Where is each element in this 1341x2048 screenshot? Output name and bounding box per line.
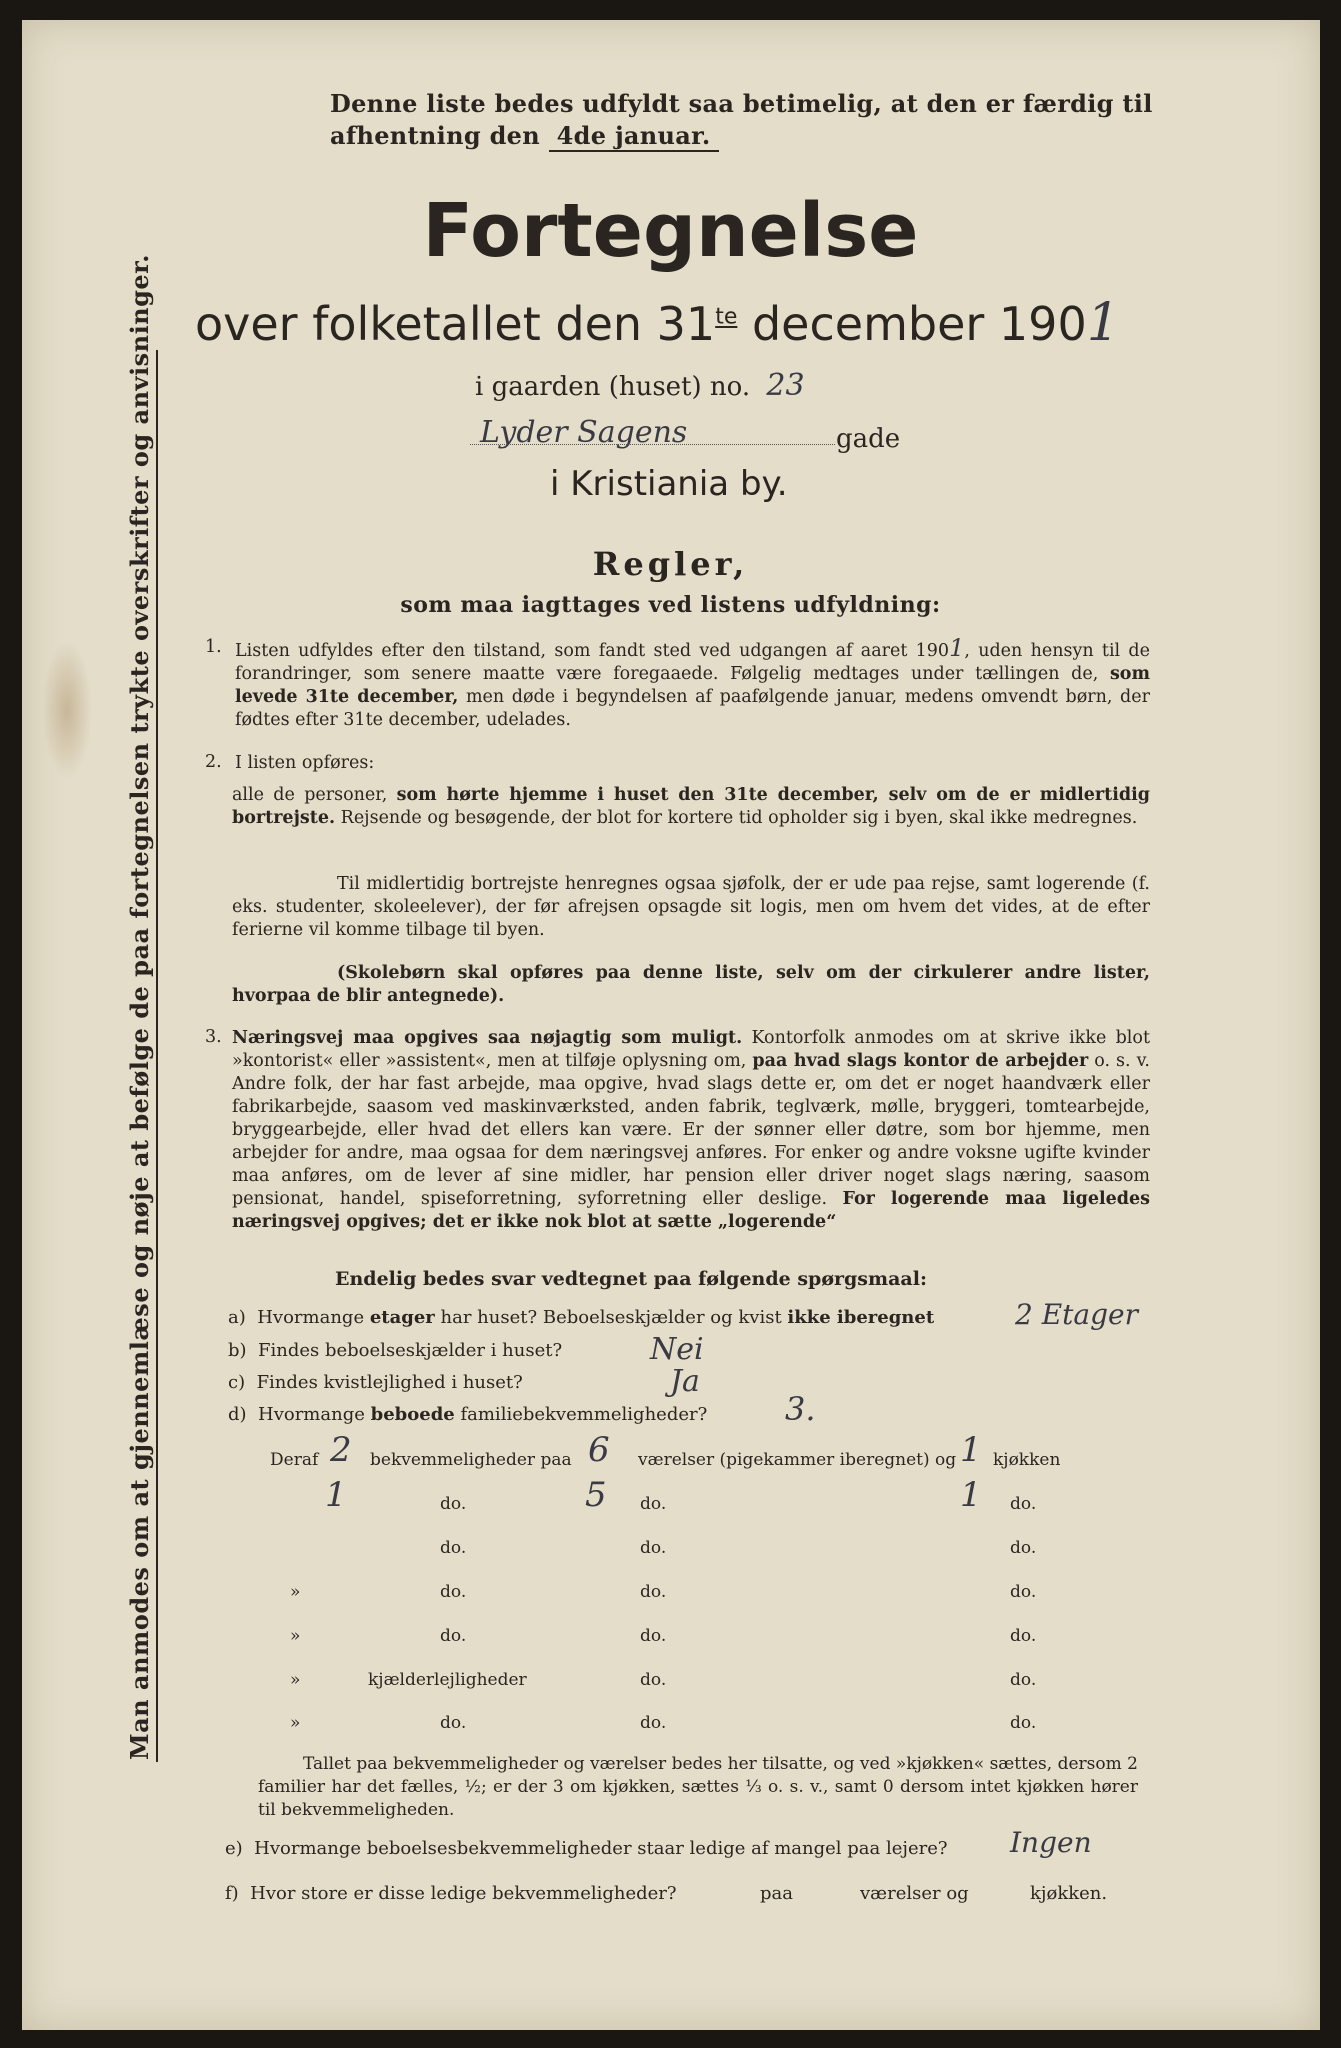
- rules-subheading: som maa iagttages ved listens udfyldning:: [400, 592, 941, 618]
- q-e-label: e): [225, 1838, 243, 1859]
- row7-do-1: do.: [440, 1713, 467, 1733]
- row2-do-2: do.: [640, 1494, 667, 1514]
- rule-1-a: Listen udfyldes efter den tilstand, som fandt sted ved udgangen af aaret 190: [235, 641, 950, 661]
- kjaelder-label: kjælderlejligheder: [368, 1670, 527, 1690]
- rule-2-text: [232, 784, 1150, 830]
- rule-2-a: alle de personer,: [232, 785, 388, 805]
- side-instruction: Man anmodes om at gjennemlæse og nøje at befølge de paa fortegnelsen trykte overskrifter og anvisninger.: [125, 254, 154, 1760]
- q-f-label: f): [225, 1883, 239, 1904]
- rule-2-lead: I listen opføres:: [235, 753, 375, 773]
- row5-do-3: do.: [1010, 1626, 1037, 1646]
- row2-rooms: 5: [585, 1475, 607, 1515]
- row6-do-3: do.: [1010, 1670, 1037, 1690]
- notice-line-1: Denne liste bedes udfyldt saa betimelig, at den er færdig til: [330, 89, 1153, 118]
- q-c-text: Findes kvistlejlighed i huset?: [256, 1372, 523, 1393]
- rule-2-number: 2.: [205, 752, 222, 772]
- rule-2-bold: som hørte hjemme i huset den 31te december, selv om de er midlertidig bortrejste.: [232, 785, 1150, 828]
- row2-do-3: do.: [1010, 1494, 1037, 1514]
- page-title: Fortegnelse: [422, 188, 919, 274]
- rule-3-number: 3.: [205, 1027, 222, 1047]
- q-a-label: a): [228, 1307, 246, 1328]
- q-a-text2: har huset? Beboelseskjælder og kvist: [440, 1307, 782, 1328]
- rule-3-bold-2: paa hvad slags kontor de arbejder: [752, 1051, 1089, 1071]
- city-label: i Kristiania by.: [550, 464, 788, 504]
- rule-1-c: men døde i begyndelsen af paafølgende januar, medens omvendt børn, der fødtes efter 31te december, udelades.: [235, 687, 1150, 730]
- row6-quote: »: [290, 1670, 301, 1690]
- q-d-label: d): [228, 1404, 247, 1425]
- q-b-text: Findes beboelseskjælder i huset?: [258, 1340, 563, 1361]
- kitchen-note: Tallet paa bekvemmeligheder og værelser bedes her tilsatte, og ved »kjøkken« sættes, dersom 2 familier har det fælles, ½; er der 3 om kjøkken, sættes ⅓ o. s. v., samt 0 dersom intet kjøkken hører til bekvemmeligheden.: [258, 1754, 1138, 1820]
- q-d-text1: Hvormange: [258, 1404, 365, 1425]
- street-handwritten: Lyder Sagens: [480, 415, 688, 450]
- pickup-notice: [330, 88, 1170, 152]
- gade-label: gade: [836, 424, 901, 454]
- notice-line-2: [330, 120, 1170, 152]
- f-vaer: værelser og: [860, 1883, 969, 1904]
- questions-intro: Endelig bedes svar vedtegnet paa følgende spørgsmaal:: [335, 1268, 927, 1290]
- subtitle-rest: december 190: [751, 297, 1087, 351]
- deraf-kitchen: 1: [960, 1430, 982, 1470]
- rules-heading: Regler,: [592, 545, 749, 583]
- q-b-label: b): [228, 1340, 247, 1361]
- question-a: [228, 1307, 934, 1328]
- rule-1-b: , uden hensyn til de forandringer, som senere maatte være foregaaede. Følgelig medtages under tællingen de,: [235, 641, 1150, 684]
- row7-do-3: do.: [1010, 1713, 1037, 1733]
- bekv-label: bekvemmeligheder paa: [370, 1450, 572, 1470]
- row3-do-1: do.: [440, 1538, 467, 1558]
- answer-c: Ja: [670, 1364, 700, 1399]
- question-f: [225, 1883, 677, 1904]
- rule-3-bold-3: For logerende maa ligeledes næringsvej opgives; det er ikke nok blot at sætte „logerende“: [232, 1189, 1150, 1232]
- page-subtitle: [195, 293, 1120, 353]
- row2-kitchen: 1: [960, 1475, 982, 1515]
- answer-d: 3.: [785, 1390, 816, 1428]
- rule-3-b: o. s. v. Andre folk, der har fast arbejde, maa opgive, hvad slags dette er, om det er noget haandværk eller fabrikarbejde, saasom ved maskinværksted, anden fabrik, teglværk, mølle, bryggeri, tomtearbejde, bryggearbejde, eller hvad det ellers kan være. Er der sønner eller døtre, som bor hjemme, men arbejder for andre, maa ogsaa for dem næringsvej anføres. For enker og andre voksne ugifte kvinder maa anføres, om de lever af sine midler, har pension eller driver noget slags næring, saasom pensionat, handel, spiseforretning, syforretning eller deslige.: [232, 1051, 1150, 1209]
- row4-quote: »: [290, 1582, 301, 1602]
- rule-1-number: 1.: [205, 637, 222, 657]
- rule-3-a: Kontorfolk anmodes om at skrive ikke blot »kontorist« eller »assistent«, men at tilføje oplysning om,: [232, 1028, 1150, 1071]
- row4-do-1: do.: [440, 1582, 467, 1602]
- street-rule: [470, 444, 835, 445]
- deraf-rooms: 6: [588, 1430, 610, 1470]
- house-number-line: [475, 368, 805, 403]
- question-e: [225, 1838, 948, 1859]
- pickup-date: 4de januar.: [549, 121, 719, 152]
- row3-do-3: do.: [1010, 1538, 1037, 1558]
- subtitle-sup: te: [715, 304, 738, 330]
- subtitle-text: over folketallet den 31: [195, 297, 716, 351]
- rule-1-text: [235, 634, 1150, 732]
- row2-count: 1: [325, 1475, 347, 1515]
- year-handwritten: 1: [1086, 293, 1120, 353]
- row3-do-2: do.: [640, 1538, 667, 1558]
- rule-2-b: Rejsende og besøgende, der blot for kortere tid opholder sig i byen, skal ikke medregnes.: [340, 808, 1138, 828]
- paper-stain: [42, 640, 92, 780]
- vaer-label: værelser (pigekammer iberegnet) og: [638, 1450, 957, 1470]
- row5-do-1: do.: [440, 1626, 467, 1646]
- answer-a: 2 Etager: [1015, 1298, 1138, 1331]
- row4-do-3: do.: [1010, 1582, 1037, 1602]
- row6-do-2: do.: [640, 1670, 667, 1690]
- answer-b: Nei: [650, 1332, 704, 1367]
- question-c: [228, 1372, 523, 1393]
- row2-do-1: do.: [440, 1494, 467, 1514]
- f-paa: paa: [760, 1883, 793, 1904]
- notice-prefix: afhentning den: [330, 121, 540, 150]
- q-d-bold: beboede: [370, 1404, 455, 1425]
- f-kjokken: kjøkken.: [1030, 1883, 1108, 1904]
- question-d: [228, 1404, 707, 1425]
- q-a-bold2: ikke iberegnet: [787, 1307, 935, 1328]
- rule-2-paragraph-3: (Skolebørn skal opføres paa denne liste, selv om der cirkulerer andre lister, hvorpaa de blir antegnede).: [232, 963, 1150, 1006]
- question-b: [228, 1340, 562, 1361]
- deraf-label: Deraf: [270, 1450, 319, 1470]
- row7-do-2: do.: [640, 1713, 667, 1733]
- row4-do-2: do.: [640, 1582, 667, 1602]
- rule-3-text: [232, 1027, 1150, 1234]
- q-e-text: Hvormange beboelsesbekvemmeligheder staar ledige af mangel paa lejere?: [254, 1838, 948, 1859]
- q-d-text2: familiebekvemmeligheder?: [460, 1404, 708, 1425]
- q-a-text1: Hvormange: [257, 1307, 365, 1328]
- rule-1-year-hand: 1: [949, 634, 965, 662]
- answer-e: Ingen: [1010, 1826, 1092, 1859]
- row5-quote: »: [290, 1626, 301, 1646]
- rule-3-bold-1: Næringsvej maa opgives saa nøjagtig som muligt.: [232, 1028, 743, 1048]
- rule-2-paragraph-2: Til midlertidig bortrejste henregnes ogsaa sjøfolk, der er ude paa rejse, samt logerende (f. eks. studenter, skoleelever), der før afrejsen opsagde sit logis, men om hvem det vides, at de efter ferierne vil komme tilbage til byen.: [232, 874, 1150, 940]
- q-f-text: Hvor store er disse ledige bekvemmeligheder?: [250, 1883, 677, 1904]
- gaard-label: i gaarden (huset) no.: [475, 372, 751, 402]
- house-number-handwritten: 23: [766, 368, 805, 403]
- q-c-label: c): [228, 1372, 246, 1393]
- rule-1-bold: som levede 31te december,: [235, 664, 1150, 707]
- kjokken-label: kjøkken: [993, 1450, 1061, 1470]
- row7-quote: »: [290, 1713, 301, 1733]
- deraf-count: 2: [330, 1430, 352, 1470]
- row5-do-2: do.: [640, 1626, 667, 1646]
- q-a-bold: etager: [369, 1307, 435, 1328]
